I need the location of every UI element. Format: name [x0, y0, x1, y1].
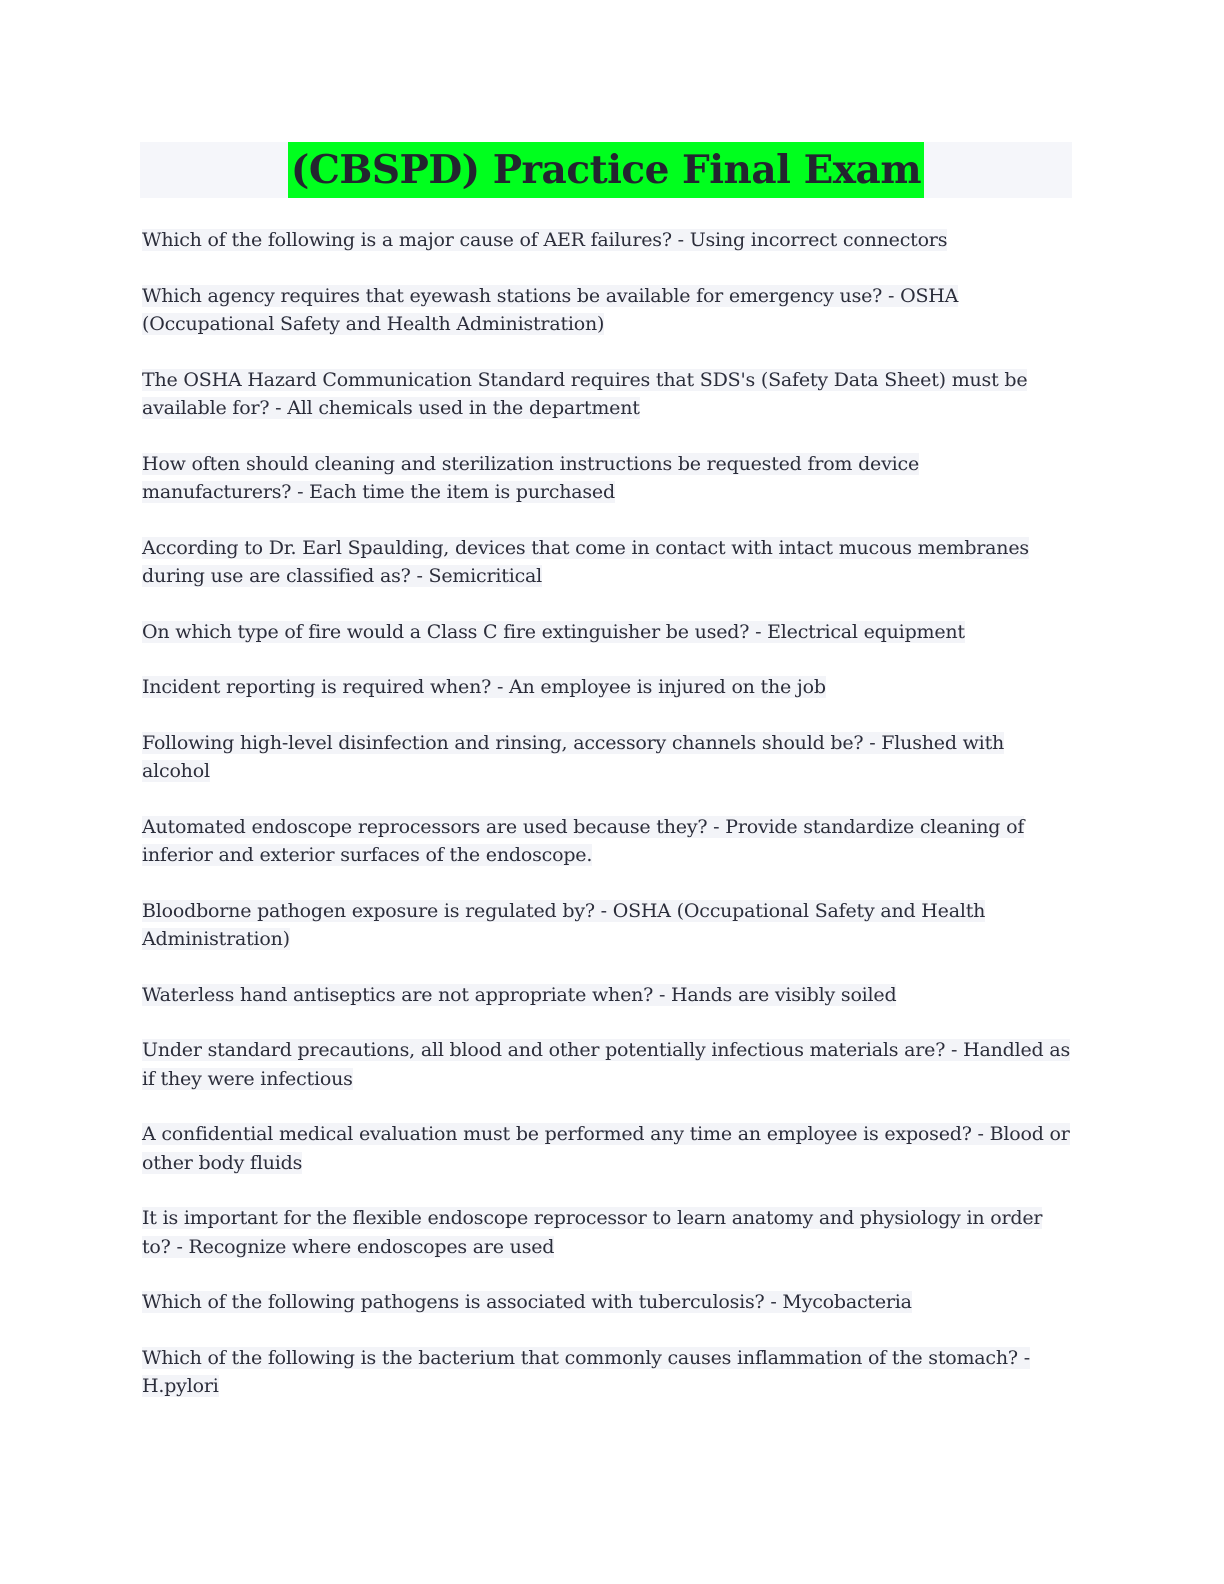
question-item	[142, 534, 1070, 591]
question-item	[142, 897, 1070, 954]
question-text: Following high-level disinfection and rinsing, accessory channels should be? - Flushed with alcohol	[142, 731, 1005, 782]
title-band	[140, 142, 1072, 198]
question-text: Bloodborne pathogen exposure is regulated by? - OSHA (Occupational Safety and Health Administration)	[142, 899, 986, 950]
question-text: How often should cleaning and sterilization instructions be requested from device manufacturers? - Each time the item is purchased	[142, 452, 919, 503]
question-text: A confidential medical evaluation must be performed any time an employee is exposed? - Blood or other body fluids	[142, 1123, 1070, 1174]
question-text: According to Dr. Earl Spaulding, devices that come in contact with intact mucous membranes during use are classified as? - Semicritical	[142, 536, 1029, 587]
question-item	[142, 729, 1070, 786]
question-text: Which of the following is a major cause of AER failures? - Using incorrect connectors	[142, 229, 948, 251]
question-list	[140, 226, 1072, 1401]
question-item	[142, 1204, 1070, 1261]
question-item	[142, 226, 1070, 255]
question-item	[142, 981, 1070, 1010]
question-item	[142, 1120, 1070, 1177]
question-item	[142, 618, 1070, 647]
question-text: Which agency requires that eyewash stations be available for emergency use? - OSHA (Occupational Safety and Health Administration)	[142, 284, 959, 335]
question-text: Under standard precautions, all blood and other potentially infectious materials are? - Handled as if they were infectious	[142, 1039, 1071, 1090]
question-text: Automated endoscope reprocessors are used because they? - Provide standardize cleaning of inferior and exterior surfaces of the endoscope.	[142, 815, 1025, 866]
question-item	[142, 282, 1070, 339]
question-text: Which of the following pathogens is associated with tuberculosis? - Mycobacteria	[142, 1291, 912, 1313]
question-item	[142, 813, 1070, 870]
question-item	[142, 1036, 1070, 1093]
document-page	[140, 142, 1072, 1428]
question-item	[142, 366, 1070, 423]
question-text: It is important for the flexible endoscope reprocessor to learn anatomy and physiology in order to? - Recognize where endoscopes are used	[142, 1207, 1043, 1258]
question-item	[142, 1288, 1070, 1317]
question-item	[142, 450, 1070, 507]
page-title: (CBSPD) Practice Final Exam	[288, 142, 924, 198]
question-text: Which of the following is the bacterium that commonly causes inflammation of the stomach? - H.pylori	[142, 1346, 1030, 1397]
question-text: On which type of fire would a Class C fire extinguisher be used? - Electrical equipment	[142, 620, 965, 643]
question-item	[142, 673, 1070, 702]
question-text: Waterless hand antiseptics are not appropriate when? - Hands are visibly soiled	[142, 983, 897, 1006]
question-text: Incident reporting is required when? - An employee is injured on the job	[142, 676, 826, 698]
question-text: The OSHA Hazard Communication Standard requires that SDS's (Safety Data Sheet) must be available for? - All chemicals used in the department	[142, 368, 1028, 419]
question-item	[142, 1344, 1070, 1401]
